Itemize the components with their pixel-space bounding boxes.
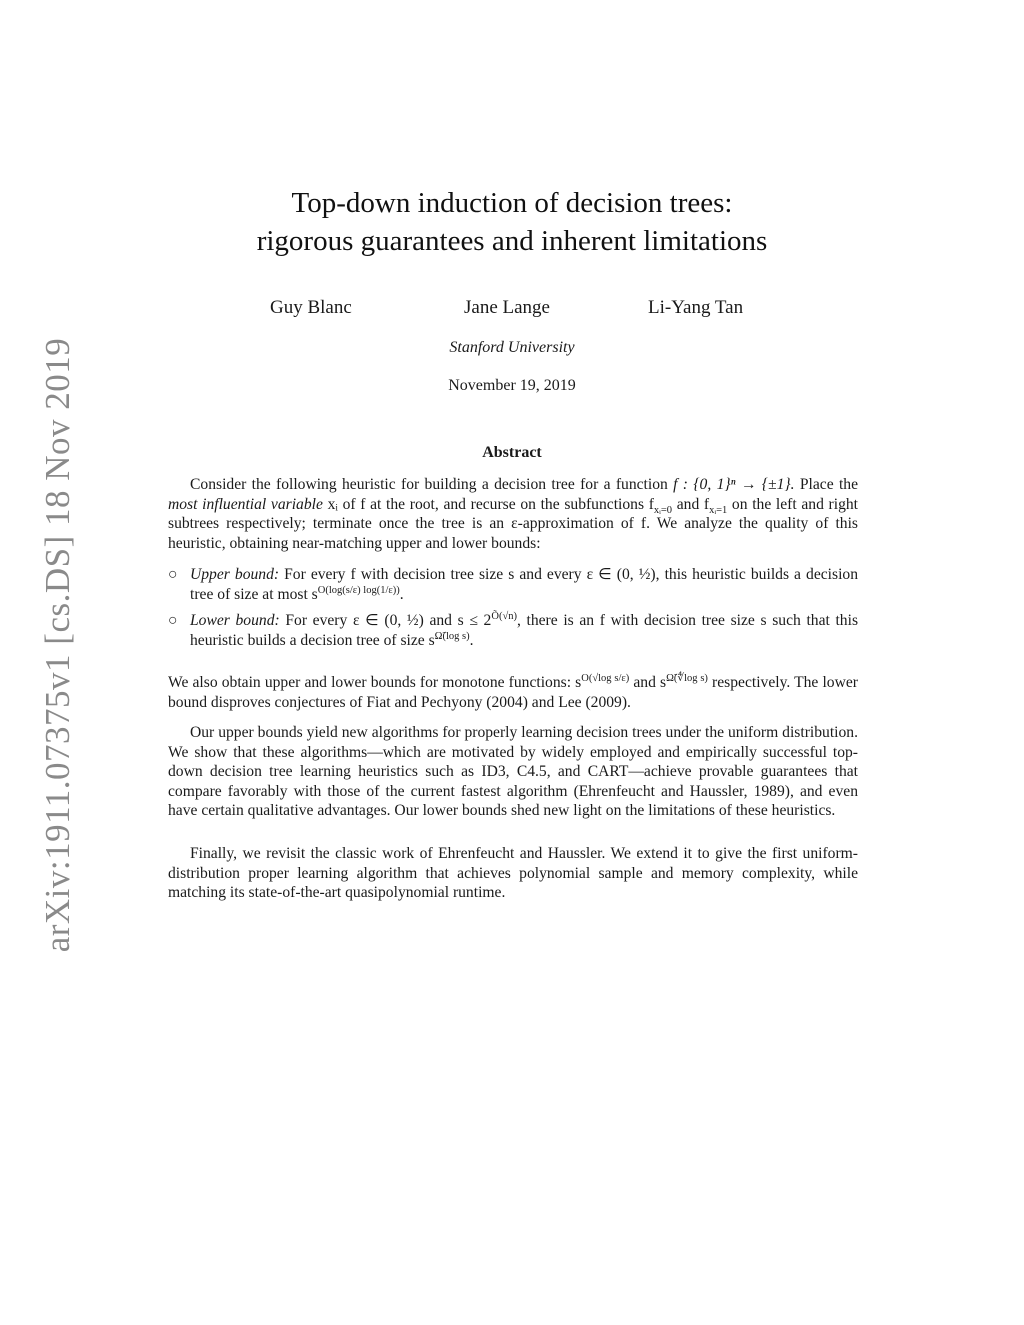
list-item-upper-bound: [168, 565, 858, 604]
p1-text-c: xᵢ of f at the root, and recurse on the subfunctions f: [322, 495, 654, 513]
author-1: Guy Blanc: [270, 297, 352, 318]
bullet-circle-icon: ○: [168, 612, 178, 630]
abstract-paragraph-3: Our upper bounds yield new algorithms for properly learning decision trees under the uniform distribution. We show that these algorithms—which are motivated by widely employed and empirically successful top-down decision tree learning heuristics such as ID3, C4.5, and CART—achieve provable guarantees that compare favorably with those of the current fastest algorithm (Ehrenfeucht and Haussler, 1989), and even have certain qualitative advantages. Our lower bounds shed new light on the limitations of these heuristics.: [168, 724, 858, 820]
p1-sub-2: xᵢ=1: [709, 504, 728, 516]
abstract-heading: Abstract: [482, 444, 542, 461]
lower-bound-label: Lower bound:: [190, 612, 280, 630]
p1-text-a: Consider the following heuristic for building a decision tree for a function: [190, 476, 674, 493]
upper-bound-exponent: O(log(s/ε) log(1/ε)): [317, 584, 400, 596]
upper-bound-label: Upper bound:: [190, 566, 280, 583]
p2-text-b: and s: [629, 674, 667, 691]
bullet-circle-icon: ○: [168, 566, 178, 583]
lower-bound-text-2: , there is an f with decision tree size s such that this heuristic builds a decision tree of size s: [190, 612, 859, 649]
abstract-paragraph-1: [168, 475, 858, 553]
author-2: Jane Lange: [464, 297, 550, 318]
lower-bound-exponent-2: Ω̃(log s): [434, 630, 470, 642]
p2-text-a: We also obtain upper and lower bounds for monotone functions: s: [168, 674, 582, 691]
p2-text-c: respectively. The lower bound disproves conjectures of Fiat and Pechyony (2004) and Lee (2009).: [168, 674, 858, 711]
title-line-2: rigorous guarantees and inherent limitations: [256, 225, 768, 257]
arxiv-identifier: arXiv:1911.07375v1 [cs.DS] 18 Nov 2019: [38, 337, 77, 953]
abstract-paragraph-2: [168, 673, 858, 712]
list-item-lower-bound: [168, 611, 858, 650]
p2-exponent-2: Ω̃(∜log s): [666, 672, 708, 684]
p1-text-b: Place the: [794, 476, 858, 493]
p1-math-a: f : {0, 1}ⁿ → {±1}.: [673, 476, 795, 493]
p1-sub-1: xᵢ=0: [653, 504, 673, 516]
author-3: Li-Yang Tan: [648, 297, 744, 318]
upper-bound-end: .: [399, 585, 404, 603]
p1-text-d: and f: [672, 495, 710, 513]
title-line-1: Top-down induction of decision trees:: [291, 187, 733, 219]
p1-text-e: on the left and right subtrees respectively; terminate once the tree is an ε-approximation of f. We analyze the quality of this heuristic, obtaining near-matching upper and lower bounds:: [168, 495, 859, 552]
p2-exponent-1: O(√log s/ε): [581, 672, 630, 684]
date: November 19, 2019: [448, 377, 576, 394]
lower-bound-text-1: For every ε ∈ (0, ½) and s ≤ 2: [279, 612, 492, 630]
bounds-list: [168, 565, 858, 657]
lower-bound-end: .: [469, 631, 474, 649]
paper-title: [0, 184, 1024, 260]
affiliation: Stanford University: [449, 339, 575, 356]
abstract-paragraph-4: Finally, we revisit the classic work of Ehrenfeucht and Haussler. We extend it to give the first uniform-distribution proper learning algorithm that achieves polynomial sample and memory complexity, while matching its state-of-the-art quasipolynomial runtime.: [168, 845, 858, 902]
lower-bound-exponent-1: Õ(√n): [491, 611, 517, 622]
p1-emphasis: most influential variable: [168, 495, 323, 513]
upper-bound-text: For every f with decision tree size s and every ε ∈ (0, ½), this heuristic builds a decision tree of size at most s: [190, 566, 858, 603]
